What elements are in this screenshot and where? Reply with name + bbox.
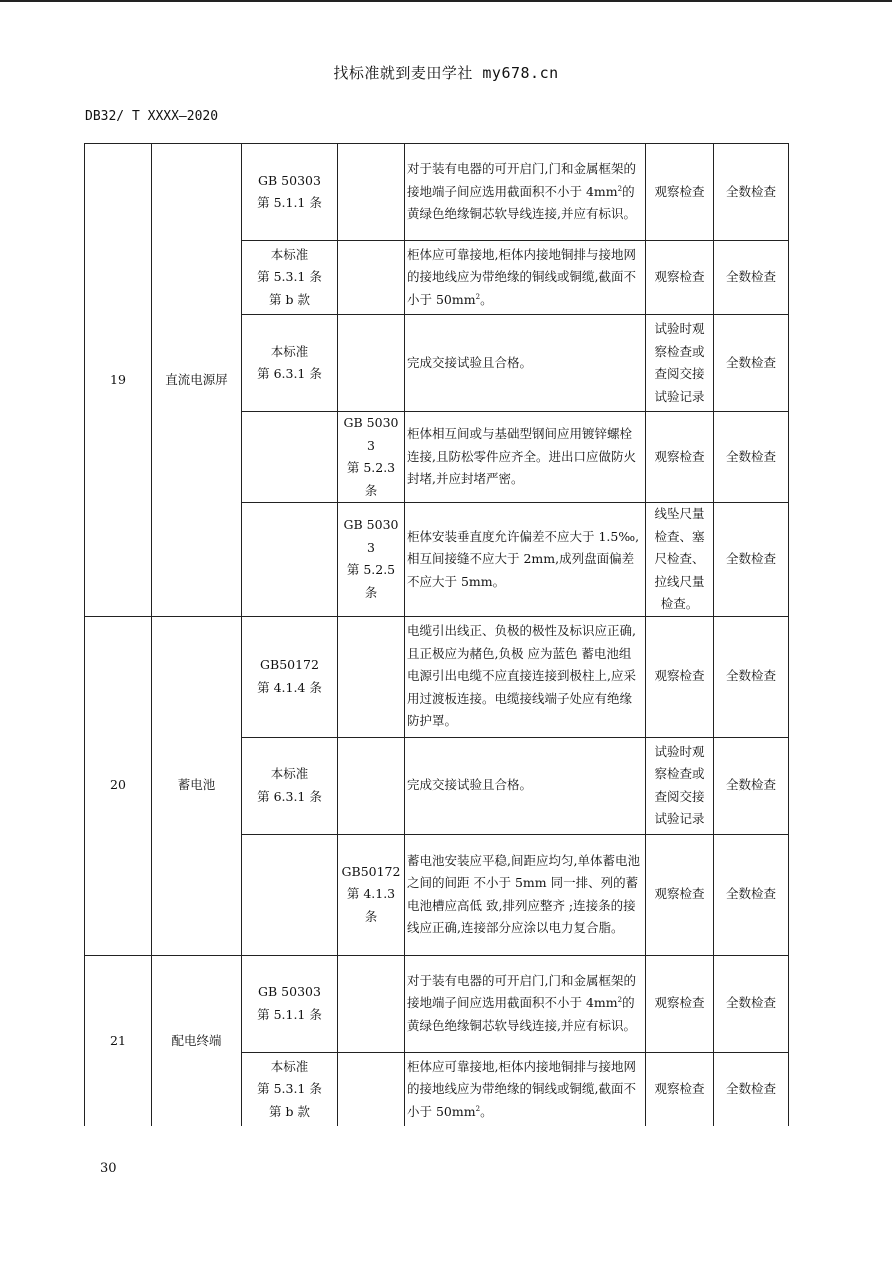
inspection-quantity: 全数检查 xyxy=(714,503,789,617)
requirement: 完成交接试验且合格。 xyxy=(405,737,646,834)
item-number: 19 xyxy=(85,144,152,617)
inspection-method: 观察检查 xyxy=(646,144,714,241)
inspection-quantity: 全数检查 xyxy=(714,412,789,503)
inspection-quantity: 全数检查 xyxy=(714,616,789,737)
general-ref xyxy=(338,955,405,1052)
page-number: 30 xyxy=(100,1161,117,1176)
inspection-quantity: 全数检查 xyxy=(714,315,789,412)
inspection-table xyxy=(84,143,789,1126)
main-control-ref: 本标准 第 5.3.1 条 第 b 款 xyxy=(242,241,338,315)
inspection-method: 试验时观察检查或查阅交接试验记录 xyxy=(646,315,714,412)
watermark-header: 找标准就到麦田学社 my678.cn xyxy=(333,64,559,82)
requirement: 柜体相互间或与基础型钢间应用镀锌螺栓连接,且防松零件应齐全。进出口应做防火封堵,并应封堵严密。 xyxy=(405,412,646,503)
inspection-quantity: 全数检查 xyxy=(714,241,789,315)
main-control-ref: 本标准 第 5.3.1 条 第 b 款 xyxy=(242,1052,338,1126)
requirement: 电缆引出线正、负极的极性及标识应正确,且正极应为赭色,负极 应为蓝色 蓄电池组电源引出电缆不应直接连接到极柱上,应采用过渡板连接。电缆接线端子处应有绝缘防护罩。 xyxy=(405,616,646,737)
inspection-quantity: 全数检查 xyxy=(714,737,789,834)
item-name: 直流电源屏 xyxy=(152,144,242,617)
inspection-quantity: 全数检查 xyxy=(714,1052,789,1126)
top-border-line xyxy=(0,0,892,2)
general-ref: GB 50303 第 5.2.3 条 xyxy=(338,412,405,503)
requirement: 柜体安装垂直度允许偏差不应大于 1.5‰,相互间接缝不应大于 2mm,成列盘面偏差不应大于 5mm。 xyxy=(405,503,646,617)
inspection-quantity: 全数检查 xyxy=(714,955,789,1052)
item-number: 21 xyxy=(85,955,152,1126)
inspection-method: 观察检查 xyxy=(646,241,714,315)
inspection-method: 观察检查 xyxy=(646,616,714,737)
general-ref xyxy=(338,144,405,241)
item-name: 配电终端 xyxy=(152,955,242,1126)
table-row xyxy=(85,616,789,737)
inspection-method: 观察检查 xyxy=(646,412,714,503)
general-ref xyxy=(338,1052,405,1126)
table-row xyxy=(85,144,789,241)
general-ref xyxy=(338,241,405,315)
requirement: 柜体应可靠接地,柜体内接地铜排与接地网的接地线应为带绝缘的铜线或铜缆,截面不小于 $50mm^2$。 xyxy=(405,241,646,315)
main-control-ref: GB 50303 第 5.1.1 条 xyxy=(242,955,338,1052)
main-control-ref: GB 50303 第 5.1.1 条 xyxy=(242,144,338,241)
requirement: 柜体应可靠接地,柜体内接地铜排与接地网的接地线应为带绝缘的铜线或铜缆,截面不小于 $50mm^2$。 xyxy=(405,1052,646,1126)
main-control-ref: 本标准 第 6.3.1 条 xyxy=(242,737,338,834)
main-control-ref: GB50172 第 4.1.4 条 xyxy=(242,616,338,737)
requirement: 对于装有电器的可开启门,门和金属框架的接地端子间应选用截面积不小于 $4mm^2$的黄绿色绝缘铜芯软导线连接,并应有标识。 xyxy=(405,955,646,1052)
inspection-method: 观察检查 xyxy=(646,834,714,955)
item-name: 蓄电池 xyxy=(152,616,242,955)
main-control-ref: 本标准 第 6.3.1 条 xyxy=(242,315,338,412)
inspection-method: 观察检查 xyxy=(646,1052,714,1126)
inspection-method: 观察检查 xyxy=(646,955,714,1052)
general-ref xyxy=(338,616,405,737)
inspection-quantity: 全数检查 xyxy=(714,834,789,955)
main-control-ref xyxy=(242,412,338,503)
requirement: 对于装有电器的可开启门,门和金属框架的接地端子间应选用截面积不小于 $4mm^2$的黄绿色绝缘铜芯软导线连接,并应有标识。 xyxy=(405,144,646,241)
general-ref: GB 50303 第 5.2.5 条 xyxy=(338,503,405,617)
main-control-ref xyxy=(242,834,338,955)
general-ref xyxy=(338,737,405,834)
requirement: 蓄电池安装应平稳,间距应均匀,单体蓄电池之间的间距 不小于 5mm 同一排、列的蓄电池槽应高低 致,排列应整齐 ;连接条的接线应正确,连接部分应涂以电力复合脂。 xyxy=(405,834,646,955)
main-control-ref xyxy=(242,503,338,617)
inspection-quantity: 全数检查 xyxy=(714,144,789,241)
inspection-method: 试验时观察检查或查阅交接试验记录 xyxy=(646,737,714,834)
item-number: 20 xyxy=(85,616,152,955)
general-ref xyxy=(338,315,405,412)
requirement: 完成交接试验且合格。 xyxy=(405,315,646,412)
table-row xyxy=(85,955,789,1052)
general-ref: GB50172 第 4.1.3 条 xyxy=(338,834,405,955)
inspection-method: 线坠尺量检查、塞尺检查、拉线尺量检查。 xyxy=(646,503,714,617)
document-id: DB32/ T XXXX—2020 xyxy=(85,109,219,124)
